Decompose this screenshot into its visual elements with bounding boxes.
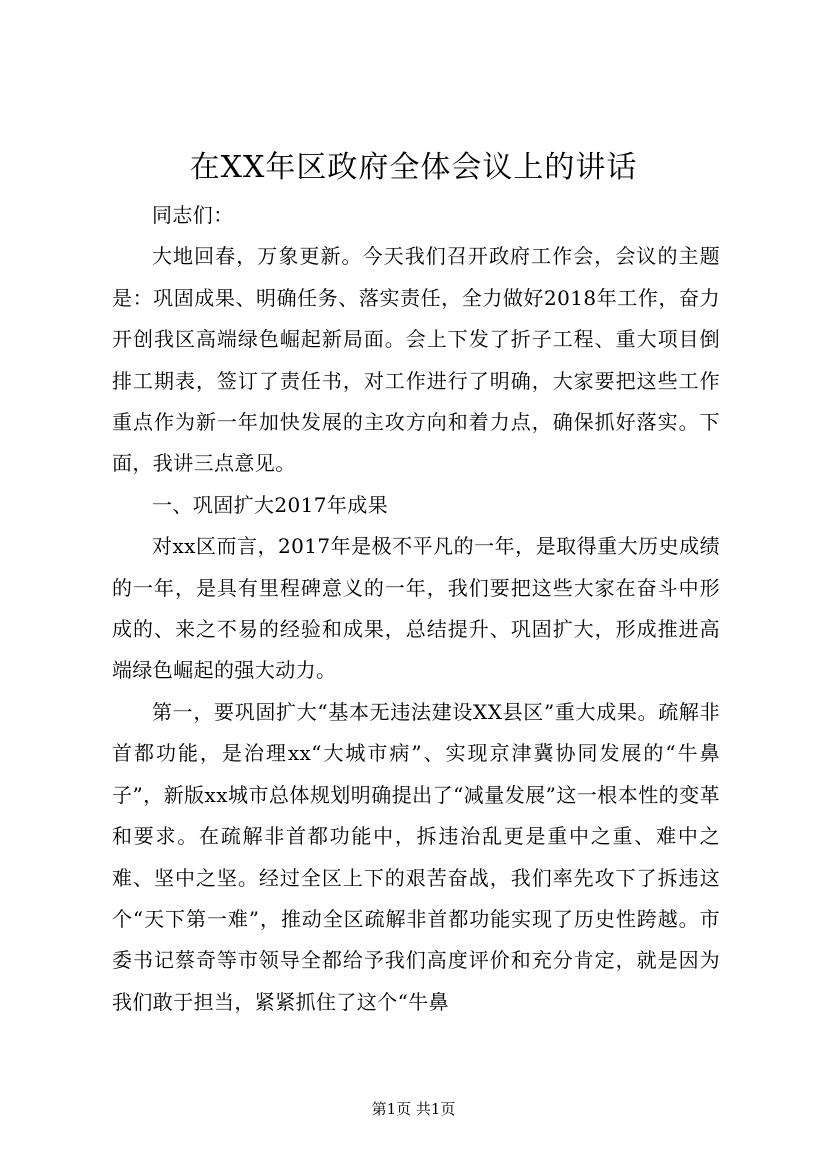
paragraph-first-point: 第一，要巩固扩大“基本无违法建设XX县区”重大成果。疏解非首都功能，是治理xx“大城市病”、实现京津冀协同发展的“牛鼻子”，新版xx城市总体规划明确提出了“减量发展”这一根本性的变革和要求。在疏解非首都功能中，拆违治乱更是重中之重、难中之难、坚中之坚。经过全区上下的艰苦奋战，我们率先攻下了拆违这个“天下第一难”，推动全区疏解非首都功能实现了历史性跨越。市委书记蔡奇等市领导全都给予我们高度评价和充分肯定，就是因为我们敢于担当，紧紧抓住了这个“牛鼻	[112, 699, 720, 1014]
paragraph-overview: 对xx区而言，2017年是极不平凡的一年，是取得重大历史成绩的一年，是具有里程碑意义的一年，我们要把这些大家在奋斗中形成的、来之不易的经验和成果，总结提升、巩固扩大，形成推进高端绿色崛起的强大动力。	[112, 534, 720, 683]
document-title: 在XX年区政府全体会议上的讲话	[189, 150, 638, 185]
paragraph-intro: 大地回春，万象更新。今天我们召开政府工作会，会议的主题是：巩固成果、明确任务、落实责任，全力做好2018年工作，奋力开创我区高端绿色崛起新局面。会上下发了折子工程、重大项目倒排工期表，签订了责任书，对工作进行了明确，大家要把这些工作重点作为新一年加快发展的主攻方向和着力点，确保抓好落实。下面，我讲三点意见。	[112, 244, 720, 476]
page-footer: 第1页 共1页	[371, 1100, 456, 1118]
salutation: 同志们：	[152, 203, 234, 227]
document-body	[112, 195, 720, 1023]
section-heading: 一、巩固扩大2017年成果	[152, 492, 389, 517]
